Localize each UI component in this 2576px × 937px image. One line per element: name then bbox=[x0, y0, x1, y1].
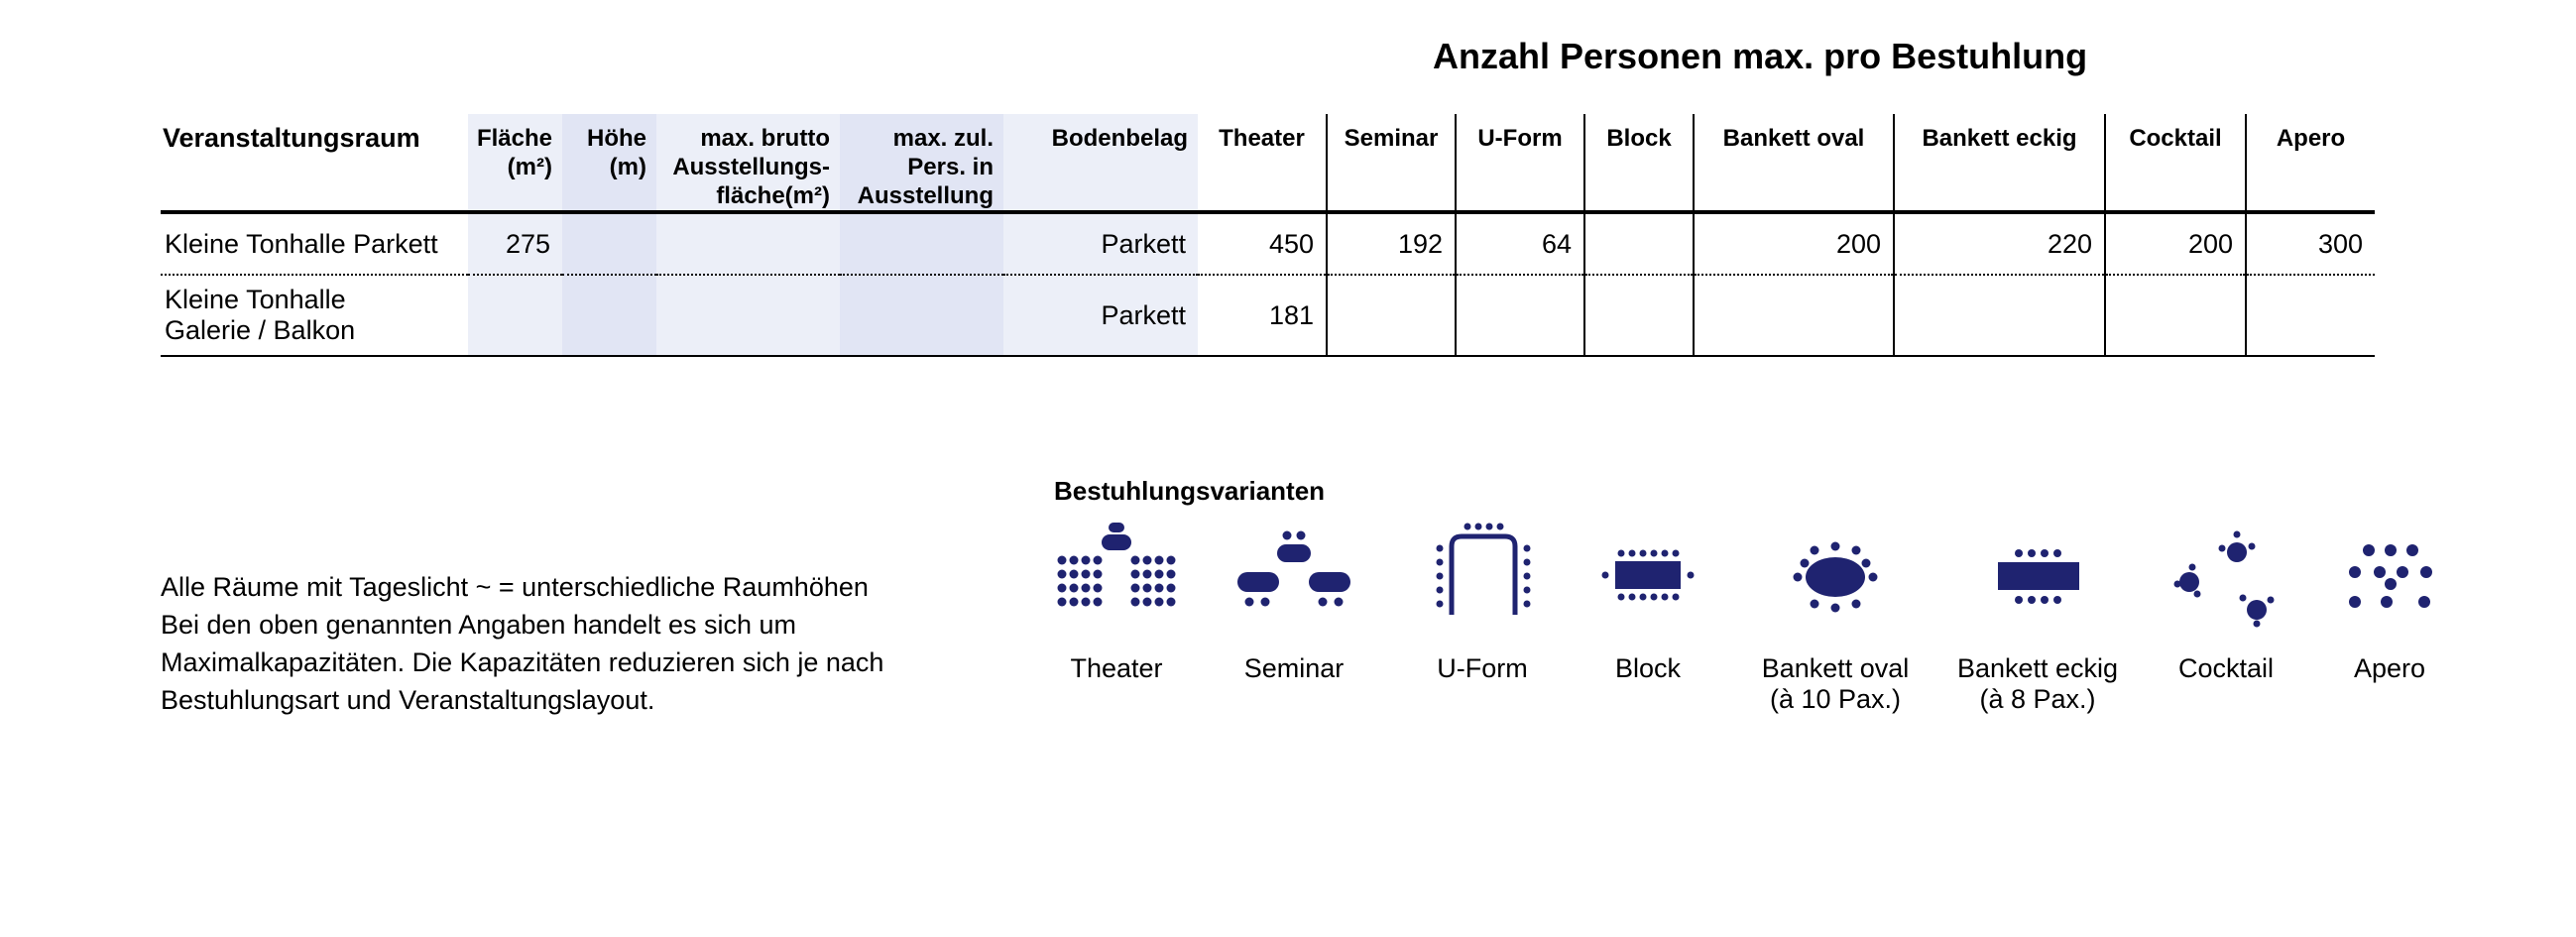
bankett-oval-seating-icon bbox=[1771, 521, 1900, 630]
cell-bankett-eckig: 220 bbox=[1894, 212, 2105, 275]
variant-label: Seminar bbox=[1243, 653, 1345, 683]
cell-theater: 450 bbox=[1198, 212, 1327, 275]
cell-brutto bbox=[656, 212, 840, 275]
cell-uform bbox=[1456, 275, 1584, 356]
cell-room: Kleine Tonhalle Parkett bbox=[161, 212, 468, 275]
cell-seminar bbox=[1327, 275, 1456, 356]
variant-label: U-Form bbox=[1437, 653, 1528, 683]
col-header-apero: Apero bbox=[2246, 114, 2375, 212]
cell-cocktail: 200 bbox=[2105, 212, 2246, 275]
cell-flaeche bbox=[468, 275, 562, 356]
col-header-room: Veranstaltungsraum bbox=[163, 123, 420, 153]
cell-flaeche: 275 bbox=[468, 212, 562, 275]
seminar-seating-icon bbox=[1229, 521, 1358, 630]
variant-label: Apero bbox=[2353, 653, 2426, 683]
note-line: Bei den oben genannten Angaben handelt es sich um bbox=[161, 610, 797, 640]
cell-block bbox=[1584, 212, 1694, 275]
cell-hoehe bbox=[562, 275, 656, 356]
cell-cocktail bbox=[2105, 275, 2246, 356]
variants-title: Bestuhlungsvarianten bbox=[1054, 476, 1326, 506]
cell-pers bbox=[840, 212, 1003, 275]
col-header-bankett-oval: Bankett oval bbox=[1694, 114, 1894, 212]
col-header-brutto: max. brutto Ausstellungs- fläche(m²) bbox=[656, 114, 840, 212]
cell-boden: Parkett bbox=[1003, 212, 1198, 275]
cell-block bbox=[1584, 275, 1694, 356]
notes bbox=[161, 568, 954, 719]
cell-uform: 64 bbox=[1456, 212, 1584, 275]
variant-label: Cocktail bbox=[2177, 653, 2275, 683]
variant-label: Bankett oval (à 10 Pax.) bbox=[1761, 653, 1910, 714]
variant-label: Bankett eckig (à 8 Pax.) bbox=[1956, 653, 2119, 714]
table-row bbox=[161, 212, 2375, 275]
cell-bankett-oval bbox=[1694, 275, 1894, 356]
col-header-cocktail: Cocktail bbox=[2105, 114, 2246, 212]
col-header-hoehe: Höhe (m) bbox=[562, 114, 656, 212]
col-header-uform: U-Form bbox=[1456, 114, 1584, 212]
cell-apero: 300 bbox=[2246, 212, 2375, 275]
cell-hoehe bbox=[562, 212, 656, 275]
col-header-theater: Theater bbox=[1219, 125, 1305, 152]
col-header-seminar: Seminar bbox=[1327, 114, 1456, 212]
note-line: Maximalkapazitäten. Die Kapazitäten reduzieren sich je nach bbox=[161, 647, 884, 677]
capacity-table bbox=[161, 114, 2375, 357]
cell-boden: Parkett bbox=[1003, 275, 1198, 356]
cell-bankett-eckig bbox=[1894, 275, 2105, 356]
col-header-boden: Bodenbelag bbox=[1003, 114, 1198, 212]
variant-apero bbox=[2261, 521, 2518, 684]
table-header-row bbox=[161, 114, 2375, 212]
table-row bbox=[161, 275, 2375, 356]
variant-label: Block bbox=[1614, 653, 1682, 683]
note-line: Bestuhlungsart und Veranstaltungslayout. bbox=[161, 685, 655, 715]
cell-pers bbox=[840, 275, 1003, 356]
apero-seating-icon bbox=[2325, 521, 2454, 630]
cell-seminar: 192 bbox=[1327, 212, 1456, 275]
col-header-pers: max. zul. Pers. in Ausstellung bbox=[840, 114, 1003, 212]
bankett-eckig-seating-icon bbox=[1973, 521, 2102, 630]
col-header-bankett-eckig: Bankett eckig bbox=[1894, 114, 2105, 212]
cell-room: Kleine Tonhalle Galerie / Balkon bbox=[161, 275, 468, 356]
block-seating-icon bbox=[1583, 521, 1712, 630]
page-title: Anzahl Personen max. pro Bestuhlung bbox=[1433, 36, 2088, 76]
col-header-block: Block bbox=[1584, 114, 1694, 212]
cell-theater: 181 bbox=[1198, 275, 1327, 356]
cell-apero bbox=[2246, 275, 2375, 356]
cell-brutto bbox=[656, 275, 840, 356]
col-header-flaeche: Fläche (m²) bbox=[468, 114, 562, 212]
theater-seating-icon bbox=[1052, 521, 1181, 630]
note-line: Alle Räume mit Tageslicht ~ = unterschiedliche Raumhöhen bbox=[161, 572, 869, 602]
variant-label: Theater bbox=[1070, 653, 1163, 683]
cell-bankett-oval: 200 bbox=[1694, 212, 1894, 275]
